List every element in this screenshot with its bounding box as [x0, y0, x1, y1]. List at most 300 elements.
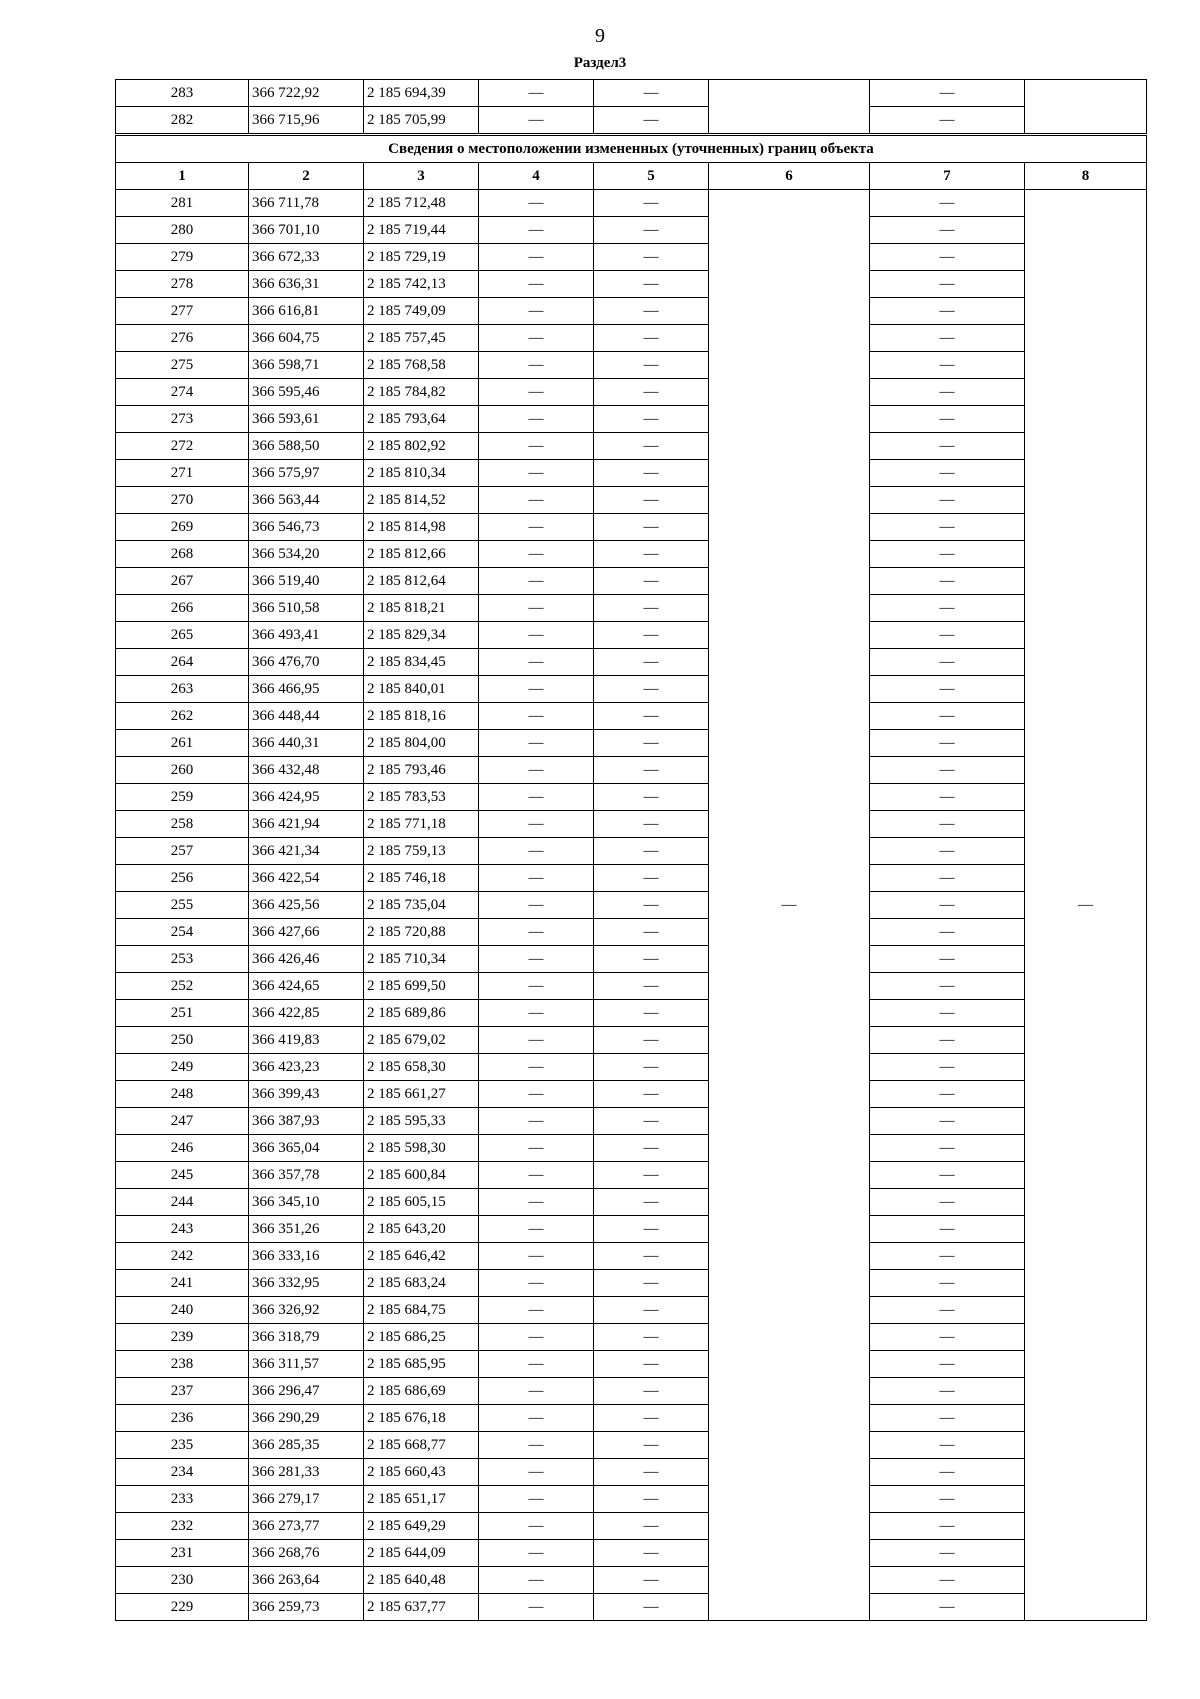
col-7-value: — [870, 1378, 1025, 1405]
coordinate-y: 2 185 705,99 [364, 107, 479, 135]
coordinate-y: 2 185 742,13 [364, 271, 479, 298]
coordinate-x: 366 510,58 [249, 595, 364, 622]
point-number: 231 [116, 1540, 249, 1567]
col-5-value: — [594, 1027, 709, 1054]
coordinate-y: 2 185 651,17 [364, 1486, 479, 1513]
coordinate-y: 2 185 679,02 [364, 1027, 479, 1054]
table-row [116, 541, 1147, 568]
coordinate-x: 366 365,04 [249, 1135, 364, 1162]
point-number: 283 [116, 80, 249, 107]
table-row [116, 271, 1147, 298]
coordinate-x: 366 448,44 [249, 703, 364, 730]
coordinate-y: 2 185 804,00 [364, 730, 479, 757]
col-5-value: — [594, 703, 709, 730]
col-5-value: — [594, 1405, 709, 1432]
col-4-value: — [479, 676, 594, 703]
table-row [116, 1594, 1147, 1621]
coordinate-x: 366 424,65 [249, 973, 364, 1000]
point-number: 278 [116, 271, 249, 298]
table-row [116, 1405, 1147, 1432]
col-5-value: — [594, 865, 709, 892]
coordinate-y: 2 185 686,69 [364, 1378, 479, 1405]
col-4-value: — [479, 244, 594, 271]
coordinate-x: 366 419,83 [249, 1027, 364, 1054]
coordinate-y: 2 185 595,33 [364, 1108, 479, 1135]
coordinate-y: 2 185 686,25 [364, 1324, 479, 1351]
point-number: 264 [116, 649, 249, 676]
coordinate-x: 366 345,10 [249, 1189, 364, 1216]
col-4-value: — [479, 1324, 594, 1351]
point-number: 271 [116, 460, 249, 487]
coordinate-y: 2 185 658,30 [364, 1054, 479, 1081]
col-7-value: — [870, 325, 1025, 352]
coordinate-x: 366 273,77 [249, 1513, 364, 1540]
table-row [116, 676, 1147, 703]
coordinate-y: 2 185 729,19 [364, 244, 479, 271]
point-number: 272 [116, 433, 249, 460]
col-7-value: — [870, 1243, 1025, 1270]
col-4-value: — [479, 80, 594, 107]
point-number: 269 [116, 514, 249, 541]
col-7-value: — [870, 946, 1025, 973]
col-5-value: — [594, 919, 709, 946]
col-7-value: — [870, 811, 1025, 838]
coordinate-x: 366 722,92 [249, 80, 364, 107]
table-row [116, 406, 1147, 433]
point-number: 250 [116, 1027, 249, 1054]
col-5-value: — [594, 1324, 709, 1351]
col-5-value: — [594, 892, 709, 919]
table-row [116, 1324, 1147, 1351]
point-number: 237 [116, 1378, 249, 1405]
coordinate-y: 2 185 814,98 [364, 514, 479, 541]
table-row [116, 568, 1147, 595]
col-4-value: — [479, 838, 594, 865]
column-header-2: 2 [249, 163, 364, 190]
table-row [116, 784, 1147, 811]
col-4-value: — [479, 107, 594, 135]
coordinate-y: 2 185 818,16 [364, 703, 479, 730]
point-number: 249 [116, 1054, 249, 1081]
col-5-value: — [594, 1108, 709, 1135]
coordinate-x: 366 604,75 [249, 325, 364, 352]
col-4-value: — [479, 919, 594, 946]
table-row [116, 622, 1147, 649]
coordinate-x: 366 357,78 [249, 1162, 364, 1189]
table-row [116, 1513, 1147, 1540]
coordinate-y: 2 185 784,82 [364, 379, 479, 406]
col-4-value: — [479, 973, 594, 1000]
col-7-value: — [870, 595, 1025, 622]
col-5-value: — [594, 406, 709, 433]
table-row [116, 1378, 1147, 1405]
coordinate-x: 366 318,79 [249, 1324, 364, 1351]
point-number: 277 [116, 298, 249, 325]
coordinate-x: 366 563,44 [249, 487, 364, 514]
col-5-value: — [594, 1189, 709, 1216]
col-4-value: — [479, 568, 594, 595]
col-7-value: — [870, 244, 1025, 271]
coordinate-x: 366 672,33 [249, 244, 364, 271]
table-caption-row [116, 135, 1147, 163]
col-4-value: — [479, 946, 594, 973]
col-4-value: — [479, 541, 594, 568]
coordinate-x: 366 593,61 [249, 406, 364, 433]
col-7-value: — [870, 1108, 1025, 1135]
coordinate-x: 366 701,10 [249, 217, 364, 244]
col-7-value: — [870, 865, 1025, 892]
col-5-value: — [594, 946, 709, 973]
col-7-value: — [870, 433, 1025, 460]
col-6-merged [709, 80, 870, 135]
coordinate-y: 2 185 598,30 [364, 1135, 479, 1162]
coordinate-x: 366 326,92 [249, 1297, 364, 1324]
col-7-value: — [870, 1135, 1025, 1162]
coordinate-x: 366 519,40 [249, 568, 364, 595]
col-7-value: — [870, 406, 1025, 433]
col-7-value: — [870, 1216, 1025, 1243]
col-5-value: — [594, 622, 709, 649]
col-5-value: — [594, 433, 709, 460]
point-number: 243 [116, 1216, 249, 1243]
table-header [116, 135, 1147, 190]
col-4-value: — [479, 1540, 594, 1567]
col-5-value: — [594, 595, 709, 622]
point-number: 282 [116, 107, 249, 135]
col-4-value: — [479, 352, 594, 379]
col-4-value: — [479, 1459, 594, 1486]
col-4-value: — [479, 1162, 594, 1189]
coordinate-y: 2 185 712,48 [364, 190, 479, 217]
table-row [116, 757, 1147, 784]
col-4-value: — [479, 784, 594, 811]
col-5-value: — [594, 1270, 709, 1297]
col-7-value: — [870, 1432, 1025, 1459]
coordinate-y: 2 185 643,20 [364, 1216, 479, 1243]
col-5-value: — [594, 568, 709, 595]
coordinate-y: 2 185 684,75 [364, 1297, 479, 1324]
coordinate-y: 2 185 757,45 [364, 325, 479, 352]
coordinate-x: 366 427,66 [249, 919, 364, 946]
col-5-value: — [594, 1459, 709, 1486]
table-row [116, 865, 1147, 892]
col-4-value: — [479, 703, 594, 730]
coordinate-x: 366 636,31 [249, 271, 364, 298]
col-7-value: — [870, 1324, 1025, 1351]
col-4-value: — [479, 1216, 594, 1243]
col-5-value: — [594, 1351, 709, 1378]
coordinate-x: 366 387,93 [249, 1108, 364, 1135]
table-row [116, 244, 1147, 271]
coordinate-x: 366 546,73 [249, 514, 364, 541]
col-7-value: — [870, 107, 1025, 135]
coordinates-table [115, 79, 1147, 1621]
col-7-value: — [870, 541, 1025, 568]
col-7-value: — [870, 217, 1025, 244]
point-number: 255 [116, 892, 249, 919]
col-7-value: — [870, 568, 1025, 595]
col-7-value: — [870, 784, 1025, 811]
coordinate-y: 2 185 814,52 [364, 487, 479, 514]
col-4-value: — [479, 1513, 594, 1540]
col-5-value: — [594, 811, 709, 838]
col-5-value: — [594, 1567, 709, 1594]
table-row [116, 107, 1147, 135]
coordinate-y: 2 185 605,15 [364, 1189, 479, 1216]
col-7-value: — [870, 1189, 1025, 1216]
point-number: 273 [116, 406, 249, 433]
coordinate-x: 366 466,95 [249, 676, 364, 703]
point-number: 261 [116, 730, 249, 757]
coordinate-x: 366 426,46 [249, 946, 364, 973]
col-4-value: — [479, 757, 594, 784]
table-row [116, 703, 1147, 730]
table-row [116, 352, 1147, 379]
table-row [116, 1567, 1147, 1594]
col-4-value: — [479, 1594, 594, 1621]
coordinate-x: 366 595,46 [249, 379, 364, 406]
col-7-value: — [870, 838, 1025, 865]
col-5-value: — [594, 1054, 709, 1081]
col-4-value: — [479, 730, 594, 757]
column-header-1: 1 [116, 163, 249, 190]
col-4-value: — [479, 1297, 594, 1324]
col-4-value: — [479, 649, 594, 676]
col-5-value: — [594, 1135, 709, 1162]
col-4-value: — [479, 433, 594, 460]
col-8-merged [1025, 80, 1147, 135]
table-row [116, 1270, 1147, 1297]
table-row [116, 487, 1147, 514]
coordinate-y: 2 185 840,01 [364, 676, 479, 703]
table-row [116, 1432, 1147, 1459]
col-7-value: — [870, 703, 1025, 730]
coordinate-y: 2 185 793,46 [364, 757, 479, 784]
col-7-value: — [870, 649, 1025, 676]
column-header-6: 6 [709, 163, 870, 190]
point-number: 281 [116, 190, 249, 217]
col-5-value: — [594, 1513, 709, 1540]
table-row [116, 730, 1147, 757]
col-5-value: — [594, 757, 709, 784]
col-7-value: — [870, 1486, 1025, 1513]
table-row [116, 325, 1147, 352]
point-number: 279 [116, 244, 249, 271]
point-number: 233 [116, 1486, 249, 1513]
coordinate-y: 2 185 719,44 [364, 217, 479, 244]
boundary-rows [116, 190, 1147, 1621]
table-row [116, 1135, 1147, 1162]
coordinate-x: 366 285,35 [249, 1432, 364, 1459]
coordinate-y: 2 185 818,21 [364, 595, 479, 622]
col-5-value: — [594, 80, 709, 107]
point-number: 265 [116, 622, 249, 649]
point-number: 252 [116, 973, 249, 1000]
coordinate-y: 2 185 661,27 [364, 1081, 479, 1108]
coordinate-x: 366 424,95 [249, 784, 364, 811]
col-4-value: — [479, 595, 594, 622]
point-number: 274 [116, 379, 249, 406]
col-7-value: — [870, 352, 1025, 379]
col-4-value: — [479, 811, 594, 838]
col-7-value: — [870, 1081, 1025, 1108]
coordinate-x: 366 351,26 [249, 1216, 364, 1243]
col-4-value: — [479, 1405, 594, 1432]
table-row [116, 1189, 1147, 1216]
col-5-value: — [594, 1162, 709, 1189]
point-number: 259 [116, 784, 249, 811]
column-header-7: 7 [870, 163, 1025, 190]
table-row [116, 919, 1147, 946]
col-5-value: — [594, 1594, 709, 1621]
coordinate-x: 366 422,85 [249, 1000, 364, 1027]
col-4-value: — [479, 1378, 594, 1405]
col-7-value: — [870, 1000, 1025, 1027]
coordinate-y: 2 185 771,18 [364, 811, 479, 838]
point-number: 254 [116, 919, 249, 946]
col-4-value: — [479, 217, 594, 244]
table-row [116, 1540, 1147, 1567]
point-number: 232 [116, 1513, 249, 1540]
col-5-value: — [594, 1486, 709, 1513]
col-7-value: — [870, 379, 1025, 406]
col-5-value: — [594, 784, 709, 811]
coordinate-x: 366 476,70 [249, 649, 364, 676]
table-row [116, 1027, 1147, 1054]
col-5-value: — [594, 352, 709, 379]
table-row [116, 838, 1147, 865]
col-4-value: — [479, 514, 594, 541]
table-row [116, 433, 1147, 460]
coordinate-y: 2 185 694,39 [364, 80, 479, 107]
col-4-value: — [479, 271, 594, 298]
coordinate-x: 366 422,54 [249, 865, 364, 892]
col-4-value: — [479, 379, 594, 406]
table-caption: Сведения о местоположении измененных (уточненных) границ объекта [116, 135, 1147, 163]
point-number: 242 [116, 1243, 249, 1270]
point-number: 270 [116, 487, 249, 514]
table-row [116, 1459, 1147, 1486]
col-7-value: — [870, 1054, 1025, 1081]
point-number: 244 [116, 1189, 249, 1216]
coordinate-x: 366 279,17 [249, 1486, 364, 1513]
coordinate-x: 366 332,95 [249, 1270, 364, 1297]
coordinate-x: 366 263,64 [249, 1567, 364, 1594]
coordinate-y: 2 185 683,24 [364, 1270, 479, 1297]
col-4-value: — [479, 1486, 594, 1513]
col-7-value: — [870, 487, 1025, 514]
point-number: 246 [116, 1135, 249, 1162]
coordinate-y: 2 185 600,84 [364, 1162, 479, 1189]
col-4-value: — [479, 1108, 594, 1135]
point-number: 267 [116, 568, 249, 595]
table-row [116, 1351, 1147, 1378]
table-row [116, 514, 1147, 541]
col-5-value: — [594, 244, 709, 271]
col-5-value: — [594, 1540, 709, 1567]
col-7-value: — [870, 1405, 1025, 1432]
point-number: 236 [116, 1405, 249, 1432]
point-number: 276 [116, 325, 249, 352]
table-row [116, 595, 1147, 622]
coordinate-y: 2 185 685,95 [364, 1351, 479, 1378]
point-number: 260 [116, 757, 249, 784]
point-number: 229 [116, 1594, 249, 1621]
column-header-3: 3 [364, 163, 479, 190]
coordinate-x: 366 616,81 [249, 298, 364, 325]
col-5-value: — [594, 973, 709, 1000]
table-row [116, 811, 1147, 838]
table-row [116, 217, 1147, 244]
col-5-value: — [594, 107, 709, 135]
column-header-row [116, 163, 1147, 190]
coordinate-y: 2 185 646,42 [364, 1243, 479, 1270]
coordinate-y: 2 185 829,34 [364, 622, 479, 649]
col-5-value: — [594, 298, 709, 325]
coordinate-x: 366 268,76 [249, 1540, 364, 1567]
col-7-value: — [870, 1162, 1025, 1189]
coordinate-x: 366 311,57 [249, 1351, 364, 1378]
coordinate-x: 366 421,94 [249, 811, 364, 838]
coordinate-y: 2 185 710,34 [364, 946, 479, 973]
table-row [116, 892, 1147, 919]
coordinate-y: 2 185 834,45 [364, 649, 479, 676]
col-5-value: — [594, 676, 709, 703]
point-number: 258 [116, 811, 249, 838]
point-number: 230 [116, 1567, 249, 1594]
col-4-value: — [479, 865, 594, 892]
point-number: 245 [116, 1162, 249, 1189]
coordinate-x: 366 259,73 [249, 1594, 364, 1621]
col-4-value: — [479, 1432, 594, 1459]
coordinate-y: 2 185 649,29 [364, 1513, 479, 1540]
table-row [116, 973, 1147, 1000]
coordinate-y: 2 185 812,66 [364, 541, 479, 568]
coordinate-y: 2 185 783,53 [364, 784, 479, 811]
coordinate-x: 366 333,16 [249, 1243, 364, 1270]
coordinate-y: 2 185 802,92 [364, 433, 479, 460]
point-number: 268 [116, 541, 249, 568]
table-row [116, 1216, 1147, 1243]
col-4-value: — [479, 1567, 594, 1594]
coordinate-y: 2 185 668,77 [364, 1432, 479, 1459]
col-4-value: — [479, 1000, 594, 1027]
col-7-value: — [870, 757, 1025, 784]
col-7-value: — [870, 190, 1025, 217]
col-5-value: — [594, 1081, 709, 1108]
col-5-value: — [594, 460, 709, 487]
col-7-value: — [870, 1540, 1025, 1567]
col-7-value: — [870, 1270, 1025, 1297]
coordinate-y: 2 185 812,64 [364, 568, 479, 595]
col-7-value: — [870, 1351, 1025, 1378]
coordinate-x: 366 598,71 [249, 352, 364, 379]
table-row [116, 649, 1147, 676]
table-row [116, 1486, 1147, 1513]
col-8-merged: — [1025, 190, 1147, 1621]
coordinate-x: 366 432,48 [249, 757, 364, 784]
col-4-value: — [479, 487, 594, 514]
col-7-value: — [870, 1513, 1025, 1540]
coordinate-x: 366 425,56 [249, 892, 364, 919]
coordinate-y: 2 185 699,50 [364, 973, 479, 1000]
coordinate-y: 2 185 793,64 [364, 406, 479, 433]
col-4-value: — [479, 406, 594, 433]
coordinate-x: 366 575,97 [249, 460, 364, 487]
coordinate-y: 2 185 810,34 [364, 460, 479, 487]
coordinate-y: 2 185 676,18 [364, 1405, 479, 1432]
col-5-value: — [594, 487, 709, 514]
